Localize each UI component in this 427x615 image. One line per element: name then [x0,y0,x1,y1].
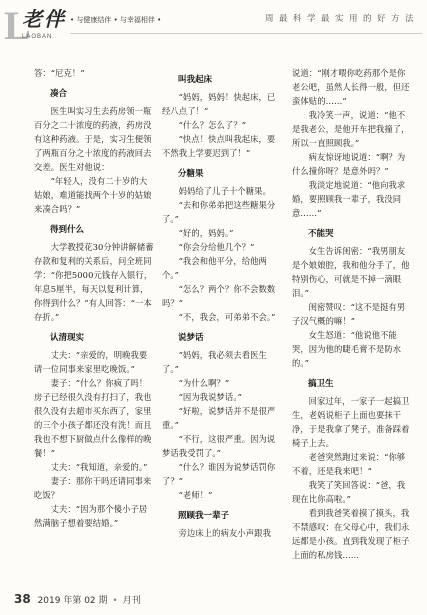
section-heading: 凑合 [50,89,68,99]
logo-letter-mark: L [4,3,31,48]
paragraph: “妈妈，妈妈！快起床，已经八点了！” [162,92,276,116]
section-heading: 照顾我一辈子 [178,511,230,521]
paragraph: “因为我说梦话。” [178,392,242,402]
paragraph: 妻子：“什么？你疯了吗！房子已经很久没有打扫了，我也很久没有去超市买东西了，家里的三个小孩子都还没有洗！而且我也不想下厨做点什么像样的晚餐！” [34,378,152,458]
section-heading: 得到什么 [50,225,85,235]
text-column-middle [162,66,282,540]
section-heading: 叫我起床 [178,75,213,85]
paragraph: “你会分给他几个？” [178,242,255,252]
paragraph: 丈夫：“我知道，亲爱的。” [50,462,148,472]
header-slogan: • 与健康结伴 • 与幸福相伴 • [70,16,162,24]
paragraph: 我笑了笑回答说：“爸，我现在比你高啦。” [292,480,406,504]
paragraph: “好啦，说梦话并不是很严重。” [162,406,276,430]
paragraph: 女生怒道：“他说他不能哭，因为他的睫毛膏不是防水的。” [292,330,402,368]
paragraph: 病友惊讶地说道：“啊？为什么撞你呀？是意外吗？” [292,152,406,176]
text-column-left [34,66,154,530]
section-heading: 搞卫生 [308,379,334,389]
paragraph: “什么？谁因为说梦话罚你了？” [162,462,276,486]
paragraph: “快点！快点叫我起床，要不然我上学要迟到了！” [162,134,276,158]
paragraph: 看到我爸笑着摸了摸头，我不禁感叹：在父母心中，我们永远都是小孩。直到我发现了柜子上面的私房钱…… [292,508,410,560]
paragraph: 旁边床上的病友小声跟我 [178,528,271,538]
paragraph: “为什么啊？” [178,378,230,388]
paragraph: 我冷笑一声，说道：“他不是我老公，是他开车把我撞了，所以一直照顾我。” [292,110,410,148]
paragraph: 女生告诉闺密：“我男朋友是个娘娘腔，我和他分手了，他特别伤心，可就是不掉一滴眼泪。” [292,246,410,298]
paragraph: 丈夫：“因为那个傻小子居然满脑子想着要结婚。” [34,504,148,528]
paragraph: 说道：“刚才喂你吃药那个是你老公吧，虽然人长得一般，但还蛮体贴的……” [292,68,410,106]
section-heading: 认清现实 [50,333,85,343]
paragraph: “妈妈，我必须去看医生了。” [162,350,267,374]
header-divider [70,33,422,34]
paragraph: 大学教授花30分钟讲解储蓄存款和复利的关系后，问全班同学：“你把5000元钱存入银行，年息5厘半，每天以复利计算，你得到什么？”有人回答：“一本存折。” [34,242,154,322]
period-label: 月刊 [122,596,141,606]
logo-english-title: LAOBAN [22,34,53,40]
paragraph: 答：“尼克！” [34,68,85,78]
text-column-right [292,66,412,562]
paragraph: 丈夫：“亲爱的，明晚我要请一位同事来家里吃晚饭。” [34,350,148,374]
logo-chinese-title: 老伴 [22,7,66,31]
paragraph: 闺密赞叹：“这不是挺有男子汉气概的嘛！” [292,302,406,326]
paragraph: “我会和他平分，给他两个。” [162,256,267,280]
paragraph: “年轻人，没有二十岁的大姑娘，难道能找两个十岁的姑娘来凑合吗？” [34,176,152,214]
page-number: 38 [14,592,31,606]
paragraph: “不行，这很严重。因为说梦话我受罚了。” [162,434,276,458]
page-footer [14,593,141,607]
paragraph: 妈妈给了儿子十个糖果。 [178,186,271,196]
issue-label: 2019 年第 02 期 [37,596,108,606]
paragraph: 医生叫实习生去药房领一瓶百分之二十浓度的药液，药房没有这种药液。于是，实习生便领了两瓶百分之十浓度的药液回去交差。医生对他说： [34,106,152,172]
paragraph: “怎么？两个？你不会数数吗？” [162,284,276,308]
paragraph: “好的，妈妈。” [178,228,234,238]
paragraph: “去和你弟弟把这些糖果分了。” [162,200,276,224]
magazine-logo [4,3,68,48]
paragraph: “老师！” [178,490,213,500]
paragraph: 我淡定地说道：“他向我求婚，要照顾我一辈子，我没同意……” [292,180,406,218]
paragraph: “不，我会，可弟弟不会。” [178,312,276,322]
paragraph: 老爸突然跑过来说：“你够不着，还是我来吧！” [292,452,406,476]
section-heading: 说梦话 [178,333,204,343]
section-heading: 分糖果 [178,169,204,179]
page-header [0,0,427,58]
paragraph: 回家过年，一家子一起搞卫生，老妈说柜子上面也要抹干净，于是我拿了凳子，准备踩着椅子上去。 [292,396,410,448]
header-tagline: 周最科学最实用的好方法 [264,14,419,24]
section-heading: 不能哭 [308,229,334,239]
paragraph: “什么？怎么了？” [178,120,247,130]
footer-separator: • [112,596,118,606]
paragraph: 妻子：那你干吗还请同事来吃饭？ [34,476,152,500]
